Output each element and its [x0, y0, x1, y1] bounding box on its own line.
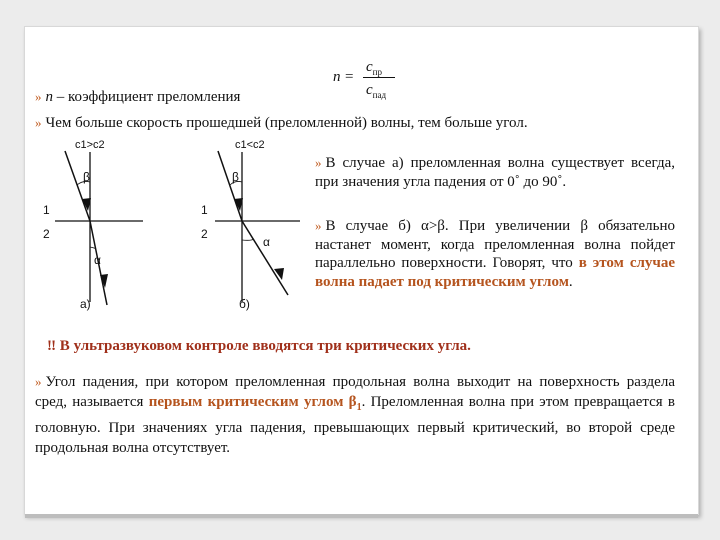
first-critical-angle-paragraph — [35, 372, 675, 458]
note-case-b-text: В случае б) α>β. При увеличении β обязательно настанет момент, когда преломленная волна пойдет параллельно поверхности. Говорят, что — [315, 218, 675, 271]
bullet-icon: » — [35, 89, 42, 104]
formula-numerator: $c_{пр}$ — [366, 59, 382, 77]
paragraph-text-1: Угол падения, при котором преломленная продольная волна выходит на поверхность раздела сред, называется — [35, 374, 675, 410]
diagram-b-alpha: α — [263, 235, 270, 249]
diagram-b-beta: β — [232, 170, 239, 184]
note-case-b — [315, 217, 675, 291]
diagram-a-medium-1: 1 — [43, 203, 50, 217]
diagram-a-condition: c1>c2 — [75, 139, 105, 151]
first-critical-angle-highlight: первым критическим углом $\beta_1$ — [148, 394, 362, 413]
bullet-icon: » — [315, 155, 322, 170]
formula-equals: = — [345, 69, 354, 85]
diagram-a-beta: β — [83, 170, 90, 184]
note-case-a-text: В случае а) преломленная волна существует всегда, при значения угла падения от 0˚ до 90˚. — [315, 155, 675, 190]
diagram-b-drawing — [185, 27, 325, 327]
diagram-a-alpha: α — [94, 253, 101, 267]
speed-statement-text: Чем больше скорость прошедшей (преломленной) волны, тем больше угол. — [45, 115, 528, 131]
warning-line: ‼ В ультразвуковом контроле вводятся три критических угла. — [47, 338, 471, 354]
paragraph-text-2: . Преломленная волна при этом превращается в головную. При значениях угла падения, превышающих первый критический, во второй среде продольная волна отсутствует. — [35, 394, 676, 456]
bullet-icon: » — [35, 374, 42, 389]
var-n: n — [45, 89, 53, 105]
formula-n: n — [333, 69, 341, 85]
diagram-b-condition: c1<c2 — [235, 139, 265, 151]
slide-bottom-bar — [25, 514, 698, 518]
bullet-icon: » — [315, 218, 322, 233]
definition-text: – коэффициент преломления — [53, 89, 241, 105]
note-case-b-end: . — [568, 273, 573, 290]
diagram-a-caption: а) — [80, 297, 91, 311]
note-case-a — [315, 153, 675, 192]
diagram-a-drawing — [25, 27, 165, 327]
diagram-b-medium-2: 2 — [201, 227, 208, 241]
fraction-bar — [363, 77, 395, 78]
diagram-b-medium-1: 1 — [201, 203, 208, 217]
bullet-icon: » — [35, 115, 42, 130]
diagram-a-medium-2: 2 — [43, 227, 50, 241]
diagram-b-caption: б) — [239, 297, 250, 311]
formula-denominator: $c_{пад}$ — [366, 82, 387, 100]
slide — [24, 26, 699, 515]
critical-angle-highlight: в этом случае волна падает под критическим углом — [315, 255, 676, 290]
